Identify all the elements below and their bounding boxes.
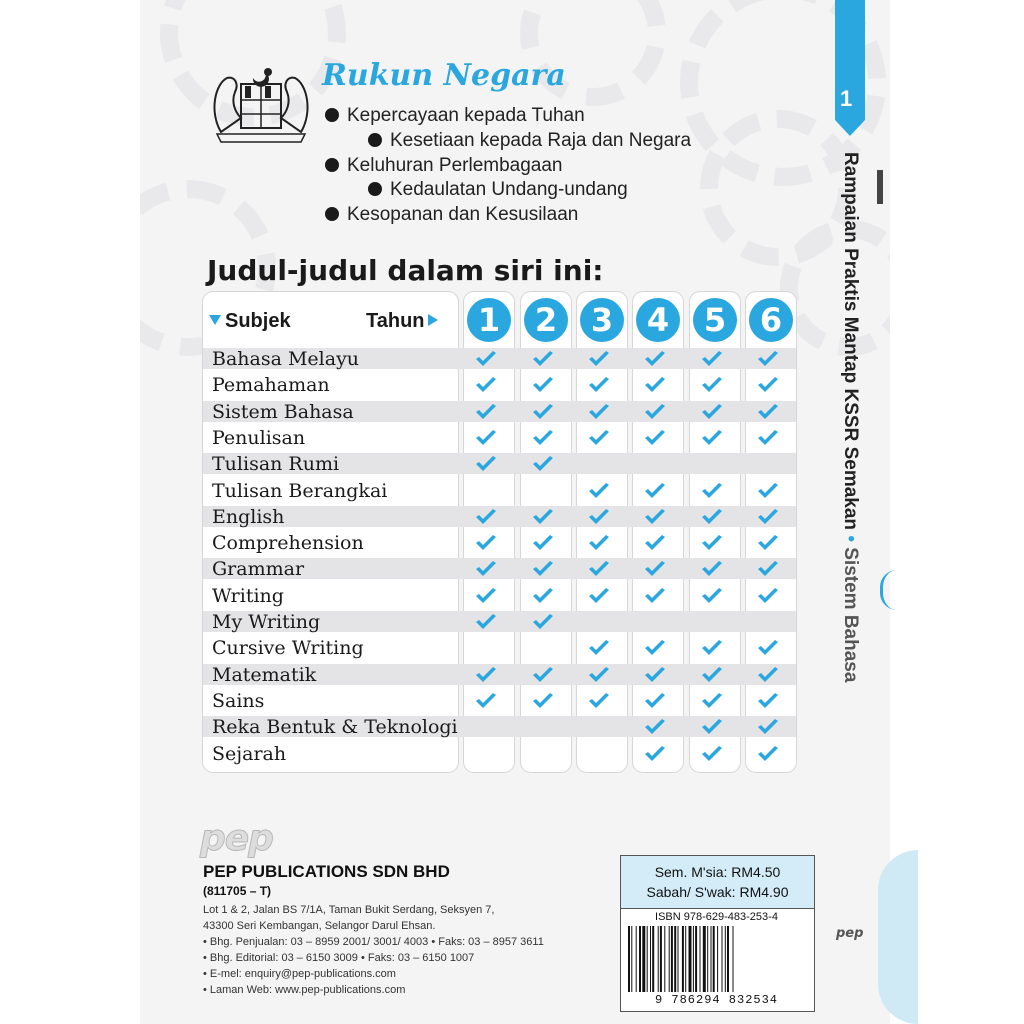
year-badge: 4 [636, 298, 680, 342]
address-line: 43300 Seri Kembangan, Selangor Darul Ehsan. [203, 920, 436, 932]
checkmark-icon [532, 614, 554, 632]
checkmark-icon [644, 588, 666, 606]
year-badge: 5 [693, 298, 737, 342]
bullet-icon [368, 182, 382, 196]
spine-mark [877, 170, 883, 204]
year-header: Tahun [366, 310, 438, 333]
pep-small-logo: pep [836, 926, 864, 941]
address-line: • E-mel: enquiry@pep-publications.com [203, 968, 396, 980]
subject-name: Pemahaman [212, 374, 330, 397]
checkmark-icon [757, 693, 779, 711]
checkmark-icon [475, 351, 497, 369]
volume-number: 1 [840, 86, 853, 111]
bullet-icon [368, 133, 382, 147]
pep-logo: pep [200, 818, 273, 859]
subject-name: Grammar [212, 558, 305, 581]
subject-name: Cursive Writing [212, 637, 364, 660]
principle-item [368, 130, 691, 152]
checkmark-icon [532, 693, 554, 711]
checkmark-icon [588, 430, 610, 448]
checkmark-icon [588, 588, 610, 606]
bullet-icon [325, 207, 339, 221]
checkmark-icon [588, 693, 610, 711]
subject-name: My Writing [212, 611, 321, 633]
address-line: • Laman Web: www.pep-publications.com [203, 984, 406, 996]
checkmark-icon [757, 535, 779, 553]
subject-name: Sistem Bahasa [212, 400, 354, 423]
checkmark-icon [757, 377, 779, 395]
subject-name: English [212, 505, 285, 528]
checkmark-icon [757, 509, 779, 527]
checkmark-icon [532, 535, 554, 553]
checkmark-icon [644, 746, 666, 764]
checkmark-icon [644, 535, 666, 553]
spine-title: Rampaian Praktis Mantap KSSR Semakan • Sistem Bahasa [840, 152, 861, 683]
checkmark-icon [757, 588, 779, 606]
checkmark-icon [532, 561, 554, 579]
publisher-name: PEP PUBLICATIONS SDN BHD [203, 862, 450, 881]
checkmark-icon [532, 588, 554, 606]
checkmark-icon [644, 483, 666, 501]
checkmark-icon [757, 351, 779, 369]
checkmark-icon [588, 483, 610, 501]
checkmark-icon [532, 430, 554, 448]
principle-text: Kepercayaan kepada Tuhan [347, 105, 585, 126]
principle-text: Kesetiaan kepada Raja dan Negara [390, 130, 692, 151]
volume-tab-tip [835, 120, 865, 136]
address-line: Lot 1 & 2, Jalan BS 7/1A, Taman Bukit Serdang, Seksyen 7, [203, 904, 495, 916]
checkmark-icon [644, 351, 666, 369]
triangle-right-icon [428, 314, 438, 326]
checkmark-icon [701, 561, 723, 579]
checkmark-icon [701, 430, 723, 448]
checkmark-icon [475, 456, 497, 474]
subject-name: Writing [212, 584, 284, 607]
principle-item [325, 204, 578, 226]
subject-name: Matematik [212, 663, 317, 686]
rukun-negara-title: Rukun Negara [322, 58, 566, 93]
checkmark-icon [701, 377, 723, 395]
checkmark-icon [475, 535, 497, 553]
subject-name: Sejarah [212, 742, 287, 765]
checkmark-icon [588, 640, 610, 658]
checkmark-icon [532, 509, 554, 527]
checkmark-icon [588, 377, 610, 395]
price-peninsular: Sem. M'sia: RM4.50 [654, 864, 781, 880]
checkmark-icon [532, 456, 554, 474]
checkmark-icon [475, 377, 497, 395]
checkmark-icon [644, 509, 666, 527]
checkmark-icon [475, 430, 497, 448]
checkmark-icon [757, 404, 779, 422]
principle-text: Keluhuran Perlembagaan [347, 155, 563, 176]
bullet-icon [325, 158, 339, 172]
checkmark-icon [644, 561, 666, 579]
checkmark-icon [757, 561, 779, 579]
checkmark-icon [532, 667, 554, 685]
principle-text: Kesopanan dan Kesusilaan [347, 204, 579, 225]
principle-item [368, 179, 628, 201]
checkmark-icon [475, 667, 497, 685]
checkmark-icon [475, 404, 497, 422]
isbn-label: ISBN 978-629-483-253-4 [655, 911, 778, 923]
checkmark-icon [701, 509, 723, 527]
checkmark-icon [701, 746, 723, 764]
checkmark-icon [757, 746, 779, 764]
checkmark-icon [701, 640, 723, 658]
checkmark-icon [701, 667, 723, 685]
checkmark-icon [588, 667, 610, 685]
checkmark-icon [701, 693, 723, 711]
year-badge: 1 [467, 298, 511, 342]
principle-item [325, 105, 585, 127]
coat-of-arms-icon [205, 62, 317, 146]
checkmark-icon [757, 483, 779, 501]
subject-name: Comprehension [212, 532, 364, 555]
checkmark-icon [532, 377, 554, 395]
checkmark-icon [701, 719, 723, 737]
triangle-down-icon [209, 315, 221, 325]
bullet-icon [325, 108, 339, 122]
checkmark-icon [701, 483, 723, 501]
checkmark-icon [757, 640, 779, 658]
checkmark-icon [701, 588, 723, 606]
subject-name: Bahasa Melayu [212, 348, 360, 370]
checkmark-icon [757, 430, 779, 448]
checkmark-icon [644, 693, 666, 711]
checkmark-icon [475, 693, 497, 711]
principle-item [325, 155, 563, 177]
checkmark-icon [757, 667, 779, 685]
checkmark-icon [644, 667, 666, 685]
checkmark-icon [588, 535, 610, 553]
checkmark-icon [644, 377, 666, 395]
year-badge: 6 [749, 298, 793, 342]
subject-name: Penulisan [212, 426, 306, 449]
publisher-registration: (811705 – T) [203, 884, 272, 898]
price-box [620, 855, 815, 909]
checkmark-icon [588, 351, 610, 369]
subject-name: Tulisan Berangkai [212, 479, 388, 502]
checkmark-icon [532, 404, 554, 422]
checkmark-icon [701, 404, 723, 422]
year-badge: 2 [524, 298, 568, 342]
checkmark-icon [475, 509, 497, 527]
checkmark-icon [644, 430, 666, 448]
subject-header: Subjek [209, 310, 291, 333]
checkmark-icon [588, 561, 610, 579]
barcode-icon [628, 926, 806, 992]
year-badge: 3 [580, 298, 624, 342]
checkmark-icon [475, 561, 497, 579]
spine-arc [878, 850, 918, 1024]
checkmark-icon [532, 351, 554, 369]
price-east: Sabah/ S'wak: RM4.90 [646, 884, 789, 900]
address-line: • Bhg. Penjualan: 03 – 8959 2001/ 3001/ 4003 • Faks: 03 – 8957 3611 [203, 936, 544, 948]
address-line: • Bhg. Editorial: 03 – 6150 3009 • Faks: 03 – 6150 1007 [203, 952, 475, 964]
checkmark-icon [701, 535, 723, 553]
series-heading: Judul-judul dalam siri ini: [207, 254, 604, 287]
checkmark-icon [644, 404, 666, 422]
checkmark-icon [475, 614, 497, 632]
checkmark-icon [588, 509, 610, 527]
checkmark-icon [475, 588, 497, 606]
subject-name: Reka Bentuk & Teknologi [212, 716, 458, 739]
subject-name: Tulisan Rumi [212, 453, 340, 476]
barcode-digits: 9 786294 832534 [654, 993, 779, 1007]
checkmark-icon [757, 719, 779, 737]
subject-name: Sains [212, 689, 265, 712]
checkmark-icon [644, 640, 666, 658]
checkmark-icon [588, 404, 610, 422]
checkmark-icon [644, 719, 666, 737]
principle-text: Kedaulatan Undang-undang [390, 179, 628, 200]
checkmark-icon [701, 351, 723, 369]
